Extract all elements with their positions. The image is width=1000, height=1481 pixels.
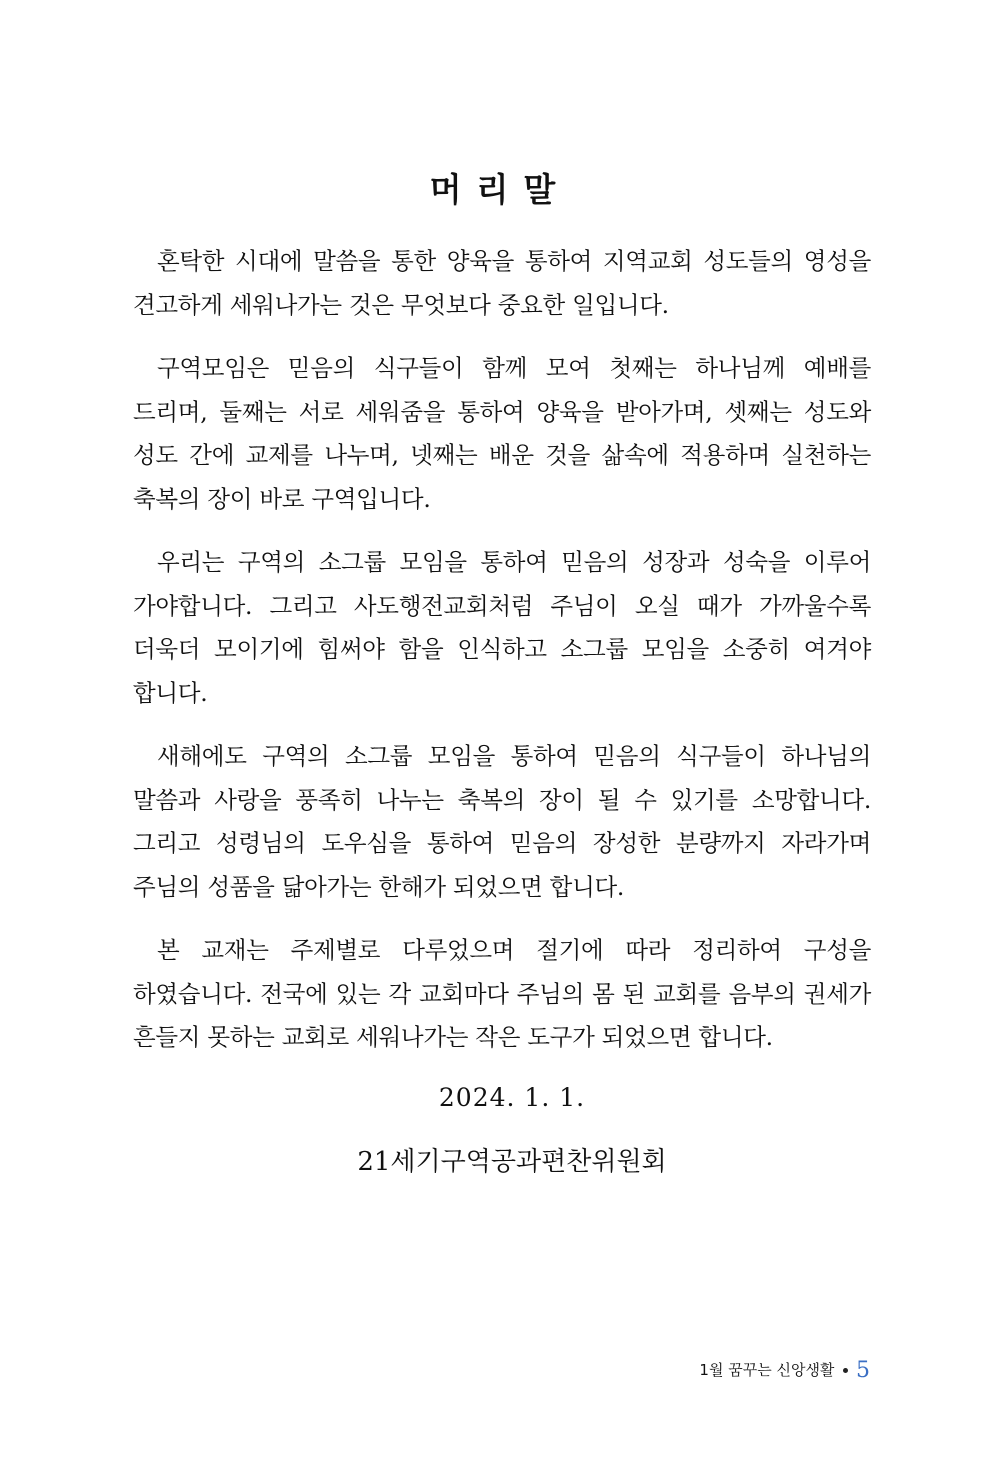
page-title: 머리말 (429, 170, 571, 209)
page-footer (699, 1358, 870, 1383)
bullet-separator-icon (843, 1368, 848, 1373)
date-line: 2024. 1. 1. (438, 1083, 586, 1112)
paragraph-2: 구역모임은 믿음의 식구들이 함께 모여 첫째는 하나님께 예배를 드리며, 둘째는 서로 세워줌을 통하여 양육을 받아가며, 셋째는 성도와 성도 간에 교제를 나누며, 넷째는 배운 것을 삶속에 적용하며 실천하는 축복의 장이 바로 구역입니다. (133, 354, 871, 513)
preface-body (133, 240, 871, 1080)
paragraph-1: 혼탁한 시대에 말씀을 통한 양육을 통하여 지역교회 성도들의 영성을 견고하게 세워나가는 것은 무엇보다 중요한 일입니다. (133, 247, 871, 319)
signature-line: 21세기구역공과편찬위원회 (357, 1147, 667, 1177)
paragraph-4: 새해에도 구역의 소그룹 모임을 통하여 믿음의 식구들이 하나님의 말씀과 사랑을 풍족히 나누는 축복의 장이 될 수 있기를 소망합니다. 그리고 성령님의 도우심을 통하여 믿음의 장성한 분량까지 자라가며 주님의 성품을 닮아가는 한해가 되었으면 합니다. (133, 742, 871, 901)
paragraph-5: 본 교재는 주제별로 다루었으며 절기에 따라 정리하여 구성을 하였습니다. 전국에 있는 각 교회마다 주님의 몸 된 교회를 음부의 권세가 흔들지 못하는 교회로 세워나가는 작은 도구가 되었으면 합니다. (133, 936, 871, 1051)
paragraph-3: 우리는 구역의 소그룹 모임을 통하여 믿음의 성장과 성숙을 이루어 가야합니다. 그리고 사도행전교회처럼 주님이 오실 때가 가까울수록 더욱더 모이기에 힘써야 함을 인식하고 소그룹 모임을 소중히 여겨야 합니다. (133, 548, 871, 707)
page-number: 5 (856, 1358, 870, 1383)
running-title: 1월 꿈꾸는 신앙생활 (699, 1361, 835, 1379)
